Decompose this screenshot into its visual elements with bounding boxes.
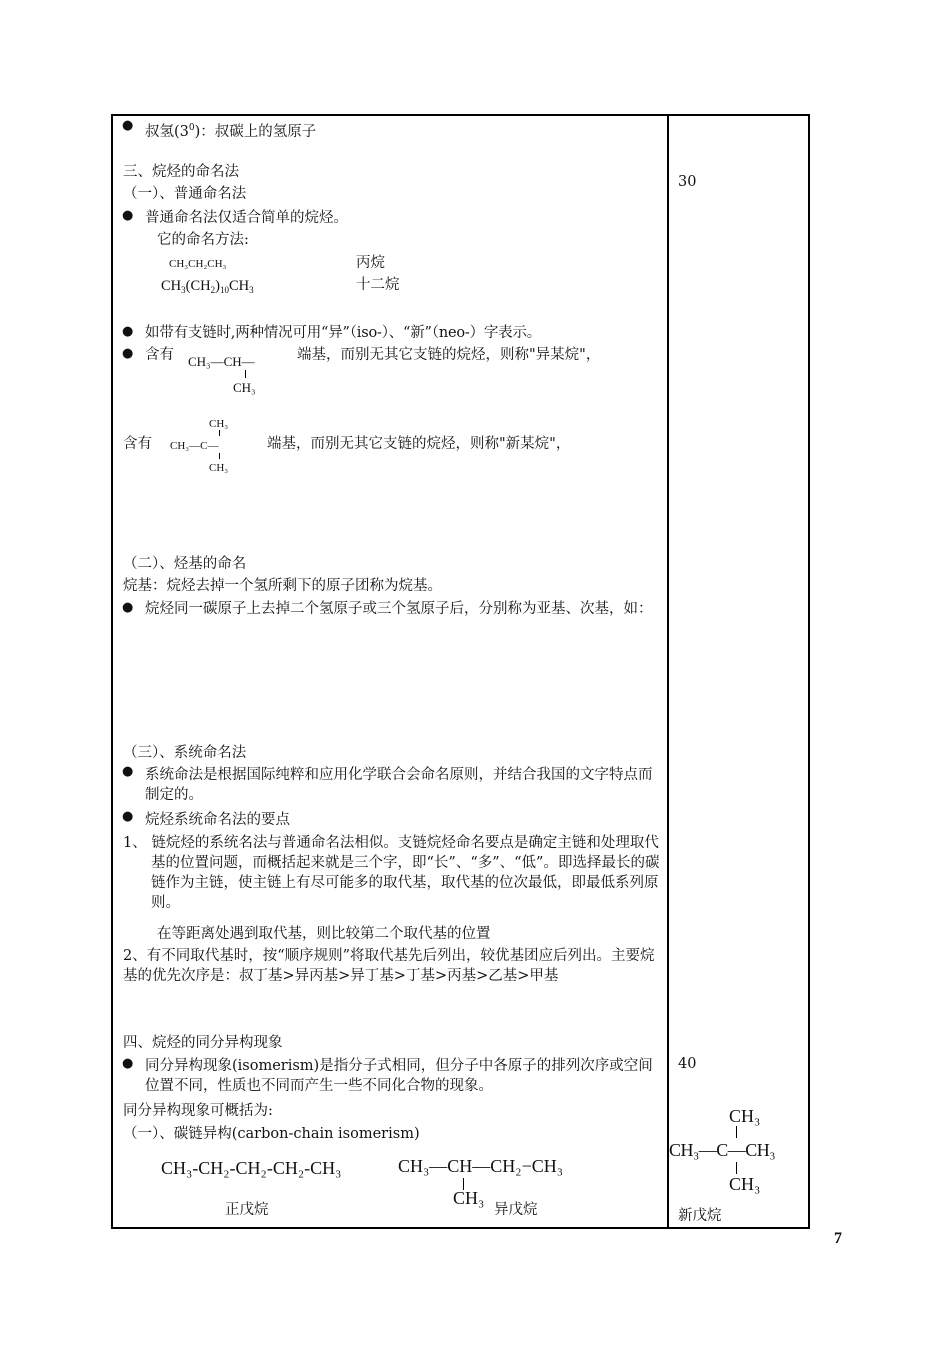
iso-pentane-formula: CH₃—CH—CH₂−CH₃ <box>398 1156 563 1176</box>
section4-title: 四、烷烃的同分异构现象 <box>123 1035 283 1051</box>
isomerism-description: 同分异构现象(isomerism)是指分子式相同，但分子中各原子的排列次序或空间位置不同，性质也不同而产生一些不同化合物的现象。 <box>145 1058 653 1094</box>
bullet-icon: ● <box>122 324 134 339</box>
bullet-icon: ● <box>122 346 134 361</box>
iso-prefix: 含有 <box>145 347 174 363</box>
neopentane-name: 新戊烷 <box>678 1208 722 1224</box>
bond-line <box>245 370 246 378</box>
bullet-icon: ● <box>122 1056 134 1071</box>
bullet-icon: ● <box>122 118 134 133</box>
iso-group-branch: CH₃ <box>233 380 256 395</box>
neo-group-top: CH₃ <box>209 418 229 430</box>
n-pentane-name: 正戊烷 <box>225 1202 269 1218</box>
iso-group-structure: CH₃—CH— <box>188 354 255 369</box>
lesson-table <box>111 114 810 1229</box>
tertiary-hydrogen-line: 叔氢$(3^0)$：叔碳上的氢原子 <box>145 123 317 140</box>
neopentane-bottom: CH₃ <box>729 1174 761 1194</box>
bullet-icon: ● <box>122 600 134 615</box>
n-pentane-formula: CH₃-CH₂-CH₂-CH₂-CH₃ <box>161 1158 342 1178</box>
time-marker: 40 <box>678 1056 697 1072</box>
sub2-title: （二）、烃基的命名 <box>123 556 247 572</box>
propane-formula: CH₃CH₂CH₃ <box>169 258 227 270</box>
alkyl-subgroup-note: 烷烃同一碳原子上去掉二个氢原子或三个氢原子后，分别称为亚基、次基，如： <box>145 601 653 617</box>
bullet-icon: ● <box>122 208 134 223</box>
iso-pentane-branch: CH₃ <box>453 1188 485 1208</box>
propane-name: 丙烷 <box>356 255 385 271</box>
neopentane-main: CH₃—C—CH₃ <box>669 1140 776 1160</box>
iso-rule-text: 端基，而别无其它支链的烷烃，则称"异某烷"， <box>297 347 601 363</box>
time-marker: 30 <box>678 174 697 190</box>
neo-rule-text: 端基，而别无其它支链的烷烃，则称"新某烷"， <box>267 436 571 452</box>
section3-title: 三、烷烃的命名法 <box>123 164 239 180</box>
rule-1-extra: 在等距离处遇到取代基，则比较第二个取代基的位置 <box>157 926 491 942</box>
neo-group-bottom: CH₃ <box>209 462 229 474</box>
bullet-icon: ● <box>122 764 134 779</box>
rule-1: 1、 链烷烃的系统名法与普通命名法相似。支链烷烃命名要点是确定主链和处理取代基的位置问题，而概括起来就是三个字，即“长”、“多”、“低”。即选择最长的碳链作为主链，使主链上有尽可能多的取代基，取代基的位次最低，即最低系列原则。 <box>123 835 660 911</box>
iupac-description: 系统命法是根据国际纯粹和应用化学联合会命名原则，并结合我国的文字特点而制定的。 <box>145 767 653 803</box>
common-naming-note: 普通命名法仅适合简单的烷烃。 <box>145 210 348 226</box>
time-column <box>669 116 808 1227</box>
naming-method-label: 它的命名方法: <box>157 232 249 248</box>
bond-line <box>219 430 220 436</box>
neo-prefix: 含有 <box>123 436 152 452</box>
iupac-points-title: 烷烃系统命名法的要点 <box>145 812 290 828</box>
bullet-icon: ● <box>122 809 134 824</box>
neo-group-structure: CH₃—C— <box>170 440 219 452</box>
dodecane-formula: $CH_3(CH_2)_{10}CH_3$ <box>161 278 254 295</box>
dodecane-name: 十二烷 <box>356 277 400 293</box>
neopentane-top: CH₃ <box>729 1106 761 1126</box>
iso-pentane-name: 异戊烷 <box>494 1202 538 1218</box>
sub3-title: （三）、系统命名法 <box>123 745 247 761</box>
page-number: 7 <box>834 1230 842 1247</box>
rule-2: 2、有不同取代基时，按“顺序规则”将取代基先后列出，较优基团应后列出。主要烷基的优先次序是：叔丁基>异丙基>异丁基>丁基>丙基>乙基>甲基 <box>123 948 655 984</box>
chain-isomerism-title: （一）、碳链异构(carbon-chain isomerism) <box>123 1126 420 1142</box>
content-column <box>113 116 667 1227</box>
isomerism-summary: 同分异构现象可概括为: <box>123 1103 273 1119</box>
alkyl-definition: 烷基：烷烃去掉一个氢所剩下的原子团称为烷基。 <box>123 578 442 594</box>
sub1-title: （一）、普通命名法 <box>123 186 247 202</box>
bond-line <box>736 1162 737 1174</box>
branch-rule: 如带有支链时,两种情况可用“异”（iso-）、“新”（neo-）字表示。 <box>145 325 542 341</box>
bond-line <box>736 1126 737 1138</box>
